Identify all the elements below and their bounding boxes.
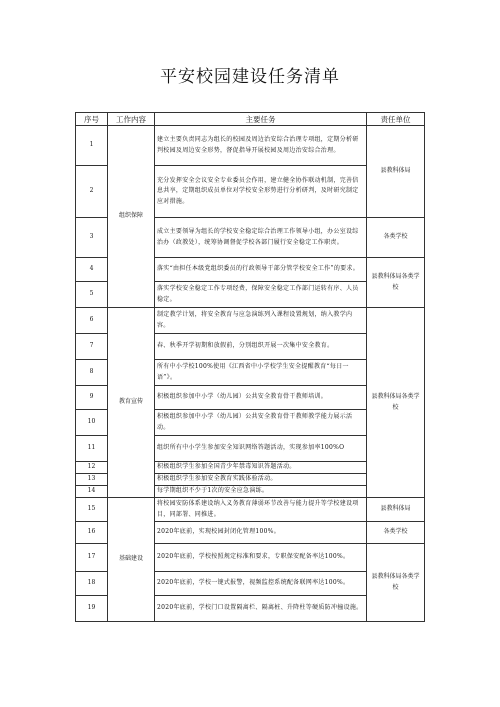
row-task: 积极组织参加中小学（幼儿园）公共安全教育骨干教师培训。 (155, 386, 367, 410)
row-task: 将校园安防体系建设纳入义务教育薄弱环节改善与能力提升等学校建设项目，同部署、同推进。 (155, 498, 367, 522)
unit-cell: 县教科体局各类学校 (367, 544, 425, 622)
row-task: 成立主要领导为组长的学校安全稳定综合治理工作领导小组，办公室设综治办（政教处），统筹协调督促学校各部门履行安全稳定工作职责。 (155, 218, 367, 258)
row-no: 9 (76, 386, 108, 410)
table-row (76, 308, 425, 334)
row-no: 11 (76, 436, 108, 462)
row-no: 15 (76, 498, 108, 522)
unit-cell: 各类学校 (367, 522, 425, 544)
row-no: 7 (76, 334, 108, 360)
row-task: 2020年底前，学校一键式报警，视频监控系统配备联网率达100%。 (155, 572, 367, 596)
unit-cell: 县教科体局各类学校 (367, 258, 425, 308)
row-no: 6 (76, 308, 108, 334)
row-task: 春、秋季开学初期和放假前，分别组织开展一次集中安全教育。 (155, 334, 367, 360)
row-no: 14 (76, 486, 108, 498)
row-task: 落实“由担任本级党组织委员的行政领导干部分管学校安全工作”的要求。 (155, 258, 367, 282)
row-task: 2020年底前，学校门口设置隔离栏、隔离桩、升降柱等硬质防冲撞设施。 (155, 596, 367, 622)
row-no: 2 (76, 166, 108, 218)
row-no: 8 (76, 360, 108, 386)
row-task: 2020年底前，学校按照规定标准和要求，专职保安配备率达100%。 (155, 544, 367, 572)
group-infra: 基础建设 (108, 498, 155, 622)
row-no: 12 (76, 462, 108, 474)
row-no: 18 (76, 572, 108, 596)
header-task: 主要任务 (155, 113, 367, 126)
header-unit: 责任单位 (367, 113, 425, 126)
group-edu: 教育宣传 (108, 308, 155, 498)
row-task: 制定教学计划，将安全教育与应急演练列入课程设置规划，纳入教学内容。 (155, 308, 367, 334)
row-task: 每学期组织不少于1次的安全应急演练。 (155, 486, 367, 498)
row-task: 积极组织参加中小学（幼儿园）公共安全教育骨干教师教学能力展示活动。 (155, 410, 367, 436)
row-no: 1 (76, 126, 108, 166)
unit-cell: 县教科体局 (367, 126, 425, 218)
row-task: 积极组织学生参加全国青少年禁毒知识答题活动。 (155, 462, 367, 474)
row-no: 16 (76, 522, 108, 544)
row-no: 5 (76, 282, 108, 308)
unit-cell: 县教科体局 (367, 498, 425, 522)
row-task: 组织所有中小学生参加安全知识网络答题活动，实现参加率100%O (155, 436, 367, 462)
row-no: 19 (76, 596, 108, 622)
header-content: 工作内容 (108, 113, 155, 126)
row-no: 17 (76, 544, 108, 572)
task-table (75, 112, 425, 622)
unit-cell: 各类学校 (367, 218, 425, 258)
page-title: 平安校园建设任务清单 (160, 67, 340, 87)
table-row (76, 126, 425, 166)
row-task: 所有中小学校100%使用《江西省中小学校学生安全提醒教育“每日一语”》。 (155, 360, 367, 386)
header-no: 序号 (76, 113, 108, 126)
table-header-row (76, 113, 425, 126)
row-task: 落实学校安全稳定工作专项经费，保障安全稳定工作部门运转有序、人员稳定。 (155, 282, 367, 308)
row-task: 建立主要负责同志为组长的校园及周边治安综合治理专项组，定期分析研判校园及周边安全形势，督促指导开展校园及周边治安综合治理。 (155, 126, 367, 166)
row-no: 10 (76, 410, 108, 436)
unit-cell: 县教科体局各类学校 (367, 308, 425, 498)
row-task: 2020年底前，实现校园封闭化管理100%。 (155, 522, 367, 544)
table-row (76, 498, 425, 522)
row-no: 13 (76, 474, 108, 486)
group-org: 组织保障 (108, 126, 155, 308)
row-no: 4 (76, 258, 108, 282)
row-task: 充分发挥安全会议安全专业委员会作用，建立健全协作联动机制，完善信息共享，定期组织成员单位对学校安全形势进行分析研判，及时研究制定应对措施。 (155, 166, 367, 218)
row-task: 积极组织学生参加安全教育实践体验活动。 (155, 474, 367, 486)
row-no: 3 (76, 218, 108, 258)
